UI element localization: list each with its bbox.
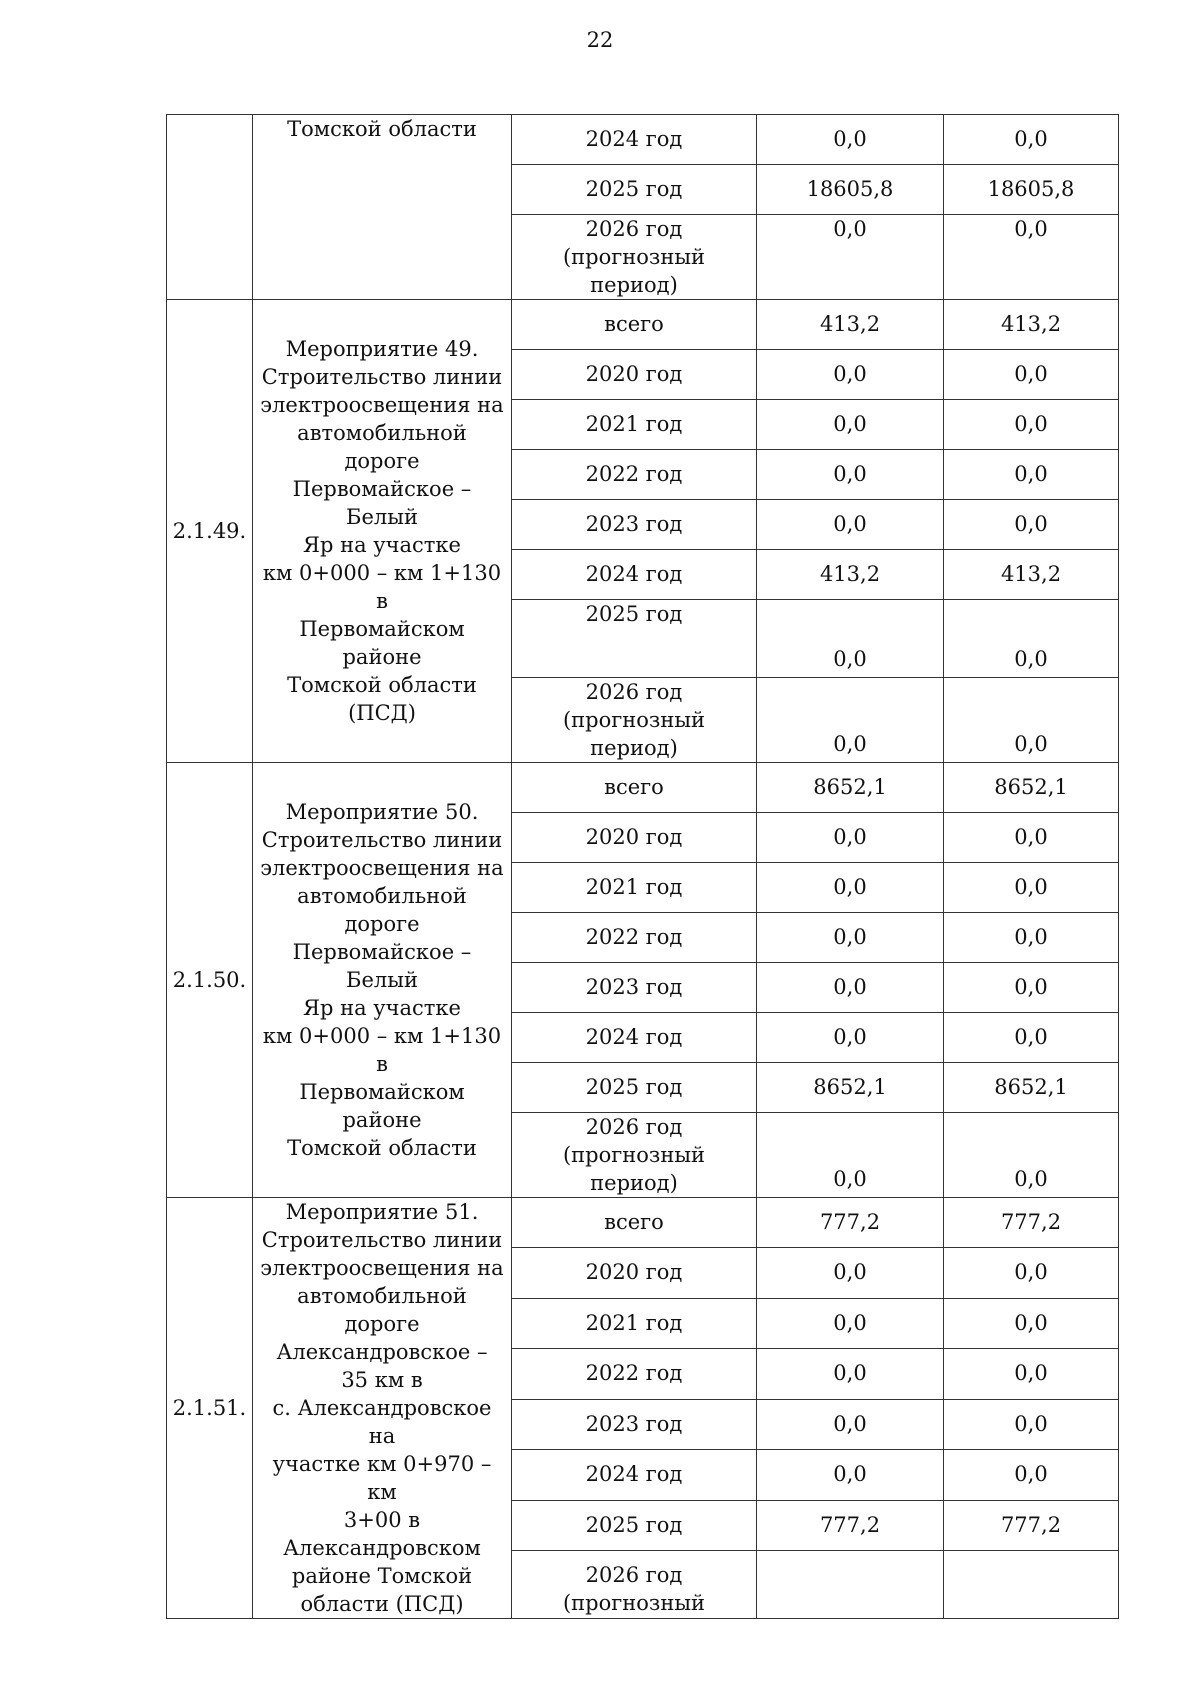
- period-cell: 2024 год: [512, 115, 757, 165]
- table-row: [167, 763, 1119, 813]
- total-amount-cell: 0,0: [757, 1450, 944, 1500]
- source-amount-cell: 413,2: [944, 300, 1119, 350]
- period-cell: всего: [512, 763, 757, 813]
- source-amount-cell: 0,0: [944, 1450, 1119, 1500]
- item-number: [167, 115, 253, 300]
- total-amount-cell: [757, 1551, 944, 1619]
- activity-name-line: км 0+000 – км 1+130 в: [262, 1024, 502, 1076]
- total-amount-cell: 413,2: [757, 300, 944, 350]
- total-amount-cell: 777,2: [757, 1198, 944, 1248]
- period-cell: 2025 год: [512, 165, 757, 215]
- period-cell: 2023 год: [512, 963, 757, 1013]
- total-amount-cell: 18605,8: [757, 165, 944, 215]
- item-number: 2.1.50.: [167, 763, 253, 1198]
- table-row: [167, 300, 1119, 350]
- source-amount-cell: 0,0: [944, 215, 1119, 300]
- period-cell: 2020 год: [512, 813, 757, 863]
- activity-name-line: Первомайское – Белый: [292, 477, 472, 529]
- period-cell: всего: [512, 1198, 757, 1248]
- period-cell: 2025 год: [512, 1500, 757, 1550]
- activity-name-line: Томской области: [287, 117, 477, 141]
- period-cell: 2021 год: [512, 1298, 757, 1348]
- activity-name-line: Яр на участке: [303, 996, 461, 1020]
- period-cell: 2022 год: [512, 913, 757, 963]
- period-cell: 2020 год: [512, 1248, 757, 1298]
- total-amount-cell: 0,0: [757, 1298, 944, 1348]
- activity-name-line: Мероприятие 49.: [285, 337, 479, 361]
- period-cell: всего: [512, 300, 757, 350]
- period-cell: 2024 год: [512, 1013, 757, 1063]
- page-number: 22: [586, 28, 614, 52]
- total-amount-cell: 0,0: [757, 1248, 944, 1298]
- total-amount-cell: 0,0: [757, 400, 944, 450]
- period-cell: 2021 год: [512, 400, 757, 450]
- activity-name-line: Александровское –: [276, 1340, 488, 1364]
- activity-name-line: электроосвещения на: [260, 856, 504, 880]
- activity-name-line: Томской области: [287, 673, 477, 697]
- period-cell: 2025 год: [512, 1063, 757, 1113]
- activity-name-line: Александровском: [283, 1536, 481, 1560]
- total-amount-cell: 0,0: [757, 813, 944, 863]
- total-amount-cell: 0,0: [757, 1113, 944, 1198]
- activity-name-line: автомобильной дороге: [297, 884, 467, 936]
- source-amount-cell: 0,0: [944, 863, 1119, 913]
- activity-name-line: участке км 0+970 – км: [272, 1452, 492, 1504]
- source-amount-cell: 0,0: [944, 450, 1119, 500]
- source-amount-cell: 0,0: [944, 1113, 1119, 1198]
- source-amount-cell: 0,0: [944, 350, 1119, 400]
- budget-table: [166, 114, 1119, 1619]
- activity-name-line: районе Томской: [291, 1564, 473, 1588]
- source-amount-cell: 8652,1: [944, 1063, 1119, 1113]
- total-amount-cell: 0,0: [757, 500, 944, 550]
- total-amount-cell: 0,0: [757, 115, 944, 165]
- source-amount-cell: 0,0: [944, 813, 1119, 863]
- source-amount-cell: 777,2: [944, 1198, 1119, 1248]
- period-cell: 2024 год: [512, 550, 757, 600]
- source-amount-cell: 0,0: [944, 1298, 1119, 1348]
- period-cell: 2020 год: [512, 350, 757, 400]
- activity-name-line: автомобильной дороге: [297, 1284, 467, 1336]
- activity-name: [253, 300, 512, 763]
- activity-name-line: электроосвещения на: [260, 393, 504, 417]
- total-amount-cell: 0,0: [757, 600, 944, 678]
- activity-name-line: Строительство линии: [261, 365, 503, 389]
- source-amount-cell: 0,0: [944, 115, 1119, 165]
- period-cell: 2026 год (прогнозный период): [512, 678, 757, 763]
- activity-name: [253, 115, 512, 300]
- activity-name-line: области (ПСД): [300, 1592, 464, 1616]
- total-amount-cell: 0,0: [757, 350, 944, 400]
- activity-name-line: Томской области: [287, 1136, 477, 1160]
- source-amount-cell: 0,0: [944, 678, 1119, 763]
- item-number: 2.1.51.: [167, 1198, 253, 1619]
- total-amount-cell: 0,0: [757, 450, 944, 500]
- activity-name-line: Первомайском районе: [299, 1080, 465, 1132]
- activity-name-line: 3+00 в: [343, 1508, 421, 1532]
- activity-name-line: Строительство линии: [261, 828, 503, 852]
- source-amount-cell: 18605,8: [944, 165, 1119, 215]
- total-amount-cell: 0,0: [757, 678, 944, 763]
- total-amount-cell: 0,0: [757, 963, 944, 1013]
- table-row: [167, 115, 1119, 165]
- total-amount-cell: 0,0: [757, 913, 944, 963]
- period-cell: 2025 год: [512, 600, 757, 678]
- item-number: 2.1.49.: [167, 300, 253, 763]
- total-amount-cell: 0,0: [757, 1399, 944, 1449]
- activity-name-line: Яр на участке: [303, 533, 461, 557]
- total-amount-cell: 0,0: [757, 1349, 944, 1399]
- activity-name-line: электроосвещения на: [260, 1256, 504, 1280]
- activity-name-line: Строительство линии: [261, 1228, 503, 1252]
- activity-name-line: (ПСД): [348, 701, 416, 725]
- activity-name: [253, 1198, 512, 1619]
- source-amount-cell: [944, 1551, 1119, 1619]
- activity-name: [253, 763, 512, 1198]
- period-cell: 2021 год: [512, 863, 757, 913]
- activity-name-line: 35 км в: [341, 1368, 423, 1392]
- source-amount-cell: 8652,1: [944, 763, 1119, 813]
- total-amount-cell: 777,2: [757, 1500, 944, 1550]
- activity-name-line: автомобильной дороге: [297, 421, 467, 473]
- source-amount-cell: 0,0: [944, 1349, 1119, 1399]
- source-amount-cell: 0,0: [944, 963, 1119, 1013]
- period-cell: 2026 год (прогнозный: [512, 1551, 757, 1619]
- period-cell: 2022 год: [512, 450, 757, 500]
- total-amount-cell: 0,0: [757, 215, 944, 300]
- total-amount-cell: 8652,1: [757, 1063, 944, 1113]
- activity-name-line: с. Александровское на: [272, 1396, 492, 1448]
- source-amount-cell: 0,0: [944, 1399, 1119, 1449]
- period-cell: 2023 год: [512, 500, 757, 550]
- source-amount-cell: 0,0: [944, 400, 1119, 450]
- source-amount-cell: 413,2: [944, 550, 1119, 600]
- activity-name-line: км 0+000 – км 1+130 в: [262, 561, 502, 613]
- period-cell: 2026 год (прогнозный период): [512, 215, 757, 300]
- total-amount-cell: 0,0: [757, 1013, 944, 1063]
- activity-name-line: Первомайское – Белый: [292, 940, 472, 992]
- activity-name-line: Первомайском районе: [299, 617, 465, 669]
- source-amount-cell: 0,0: [944, 1013, 1119, 1063]
- total-amount-cell: 0,0: [757, 863, 944, 913]
- total-amount-cell: 8652,1: [757, 763, 944, 813]
- table-row: [167, 1198, 1119, 1248]
- period-cell: 2023 год: [512, 1399, 757, 1449]
- source-amount-cell: 0,0: [944, 500, 1119, 550]
- source-amount-cell: 0,0: [944, 913, 1119, 963]
- source-amount-cell: 0,0: [944, 1248, 1119, 1298]
- source-amount-cell: 777,2: [944, 1500, 1119, 1550]
- period-cell: 2026 год (прогнозный период): [512, 1113, 757, 1198]
- source-amount-cell: 0,0: [944, 600, 1119, 678]
- period-cell: 2024 год: [512, 1450, 757, 1500]
- activity-name-line: Мероприятие 51.: [285, 1200, 479, 1224]
- total-amount-cell: 413,2: [757, 550, 944, 600]
- activity-name-line: Мероприятие 50.: [285, 800, 479, 824]
- period-cell: 2022 год: [512, 1349, 757, 1399]
